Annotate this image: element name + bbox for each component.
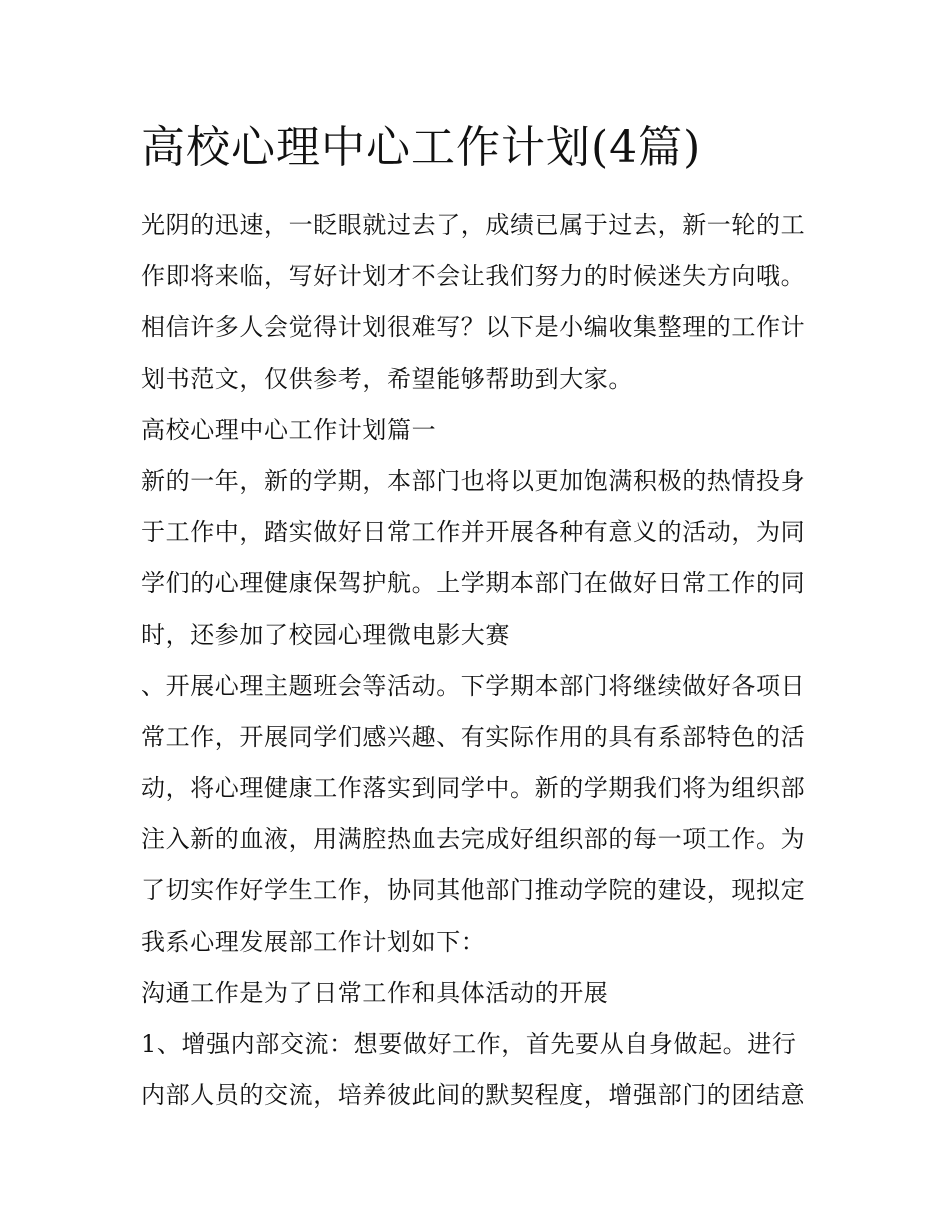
body-line: 注入新的血液，用满腔热血去完成好组织部的每一项工作。为 [141, 825, 806, 854]
document-title: 高校心理中心工作计划(4篇) [141, 122, 702, 173]
body-line: 于工作中，踏实做好日常工作并开展各种有意义的活动，为同 [141, 518, 806, 547]
body-line: 时，还参加了校园心理微电影大赛 [141, 620, 510, 649]
body-line: 1、增强内部交流：想要做好工作，首先要从自身做起。进行 [141, 1030, 797, 1058]
body-line: 了切实作好学生工作，协同其他部门推动学院的建设，现拟定 [141, 876, 806, 905]
body-line: 我系心理发展部工作计划如下： [141, 927, 486, 956]
body-line: 划书范文，仅供参考，希望能够帮助到大家。 [141, 364, 633, 393]
body-line: 相信许多人会觉得计划很难写？以下是小编收集整理的工作计 [141, 313, 806, 342]
body-line: 常工作，开展同学们感兴趣、有实际作用的具有系部特色的活 [141, 722, 806, 751]
section-heading: 高校心理中心工作计划篇一 [141, 415, 437, 444]
body-line: 学们的心理健康保驾护航。上学期本部门在做好日常工作的同 [141, 569, 806, 598]
body-line: 作即将来临，写好计划才不会让我们努力的时候迷失方向哦。 [141, 262, 806, 291]
body-line: 光阴的迅速，一眨眼就过去了，成绩已属于过去，新一轮的工 [141, 211, 806, 239]
body-line: 、开展心理主题班会等活动。下学期本部门将继续做好各项日 [141, 671, 806, 700]
body-line: 新的一年，新的学期，本部门也将以更加饱满积极的热情投身 [141, 466, 806, 495]
body-line: 动，将心理健康工作落实到同学中。新的学期我们将为组织部 [141, 774, 806, 803]
body-line: 内部人员的交流，培养彼此间的默契程度，增强部门的团结意 [141, 1081, 806, 1110]
body-line: 沟通工作是为了日常工作和具体活动的开展 [141, 978, 609, 1007]
document-body [141, 200, 821, 1121]
